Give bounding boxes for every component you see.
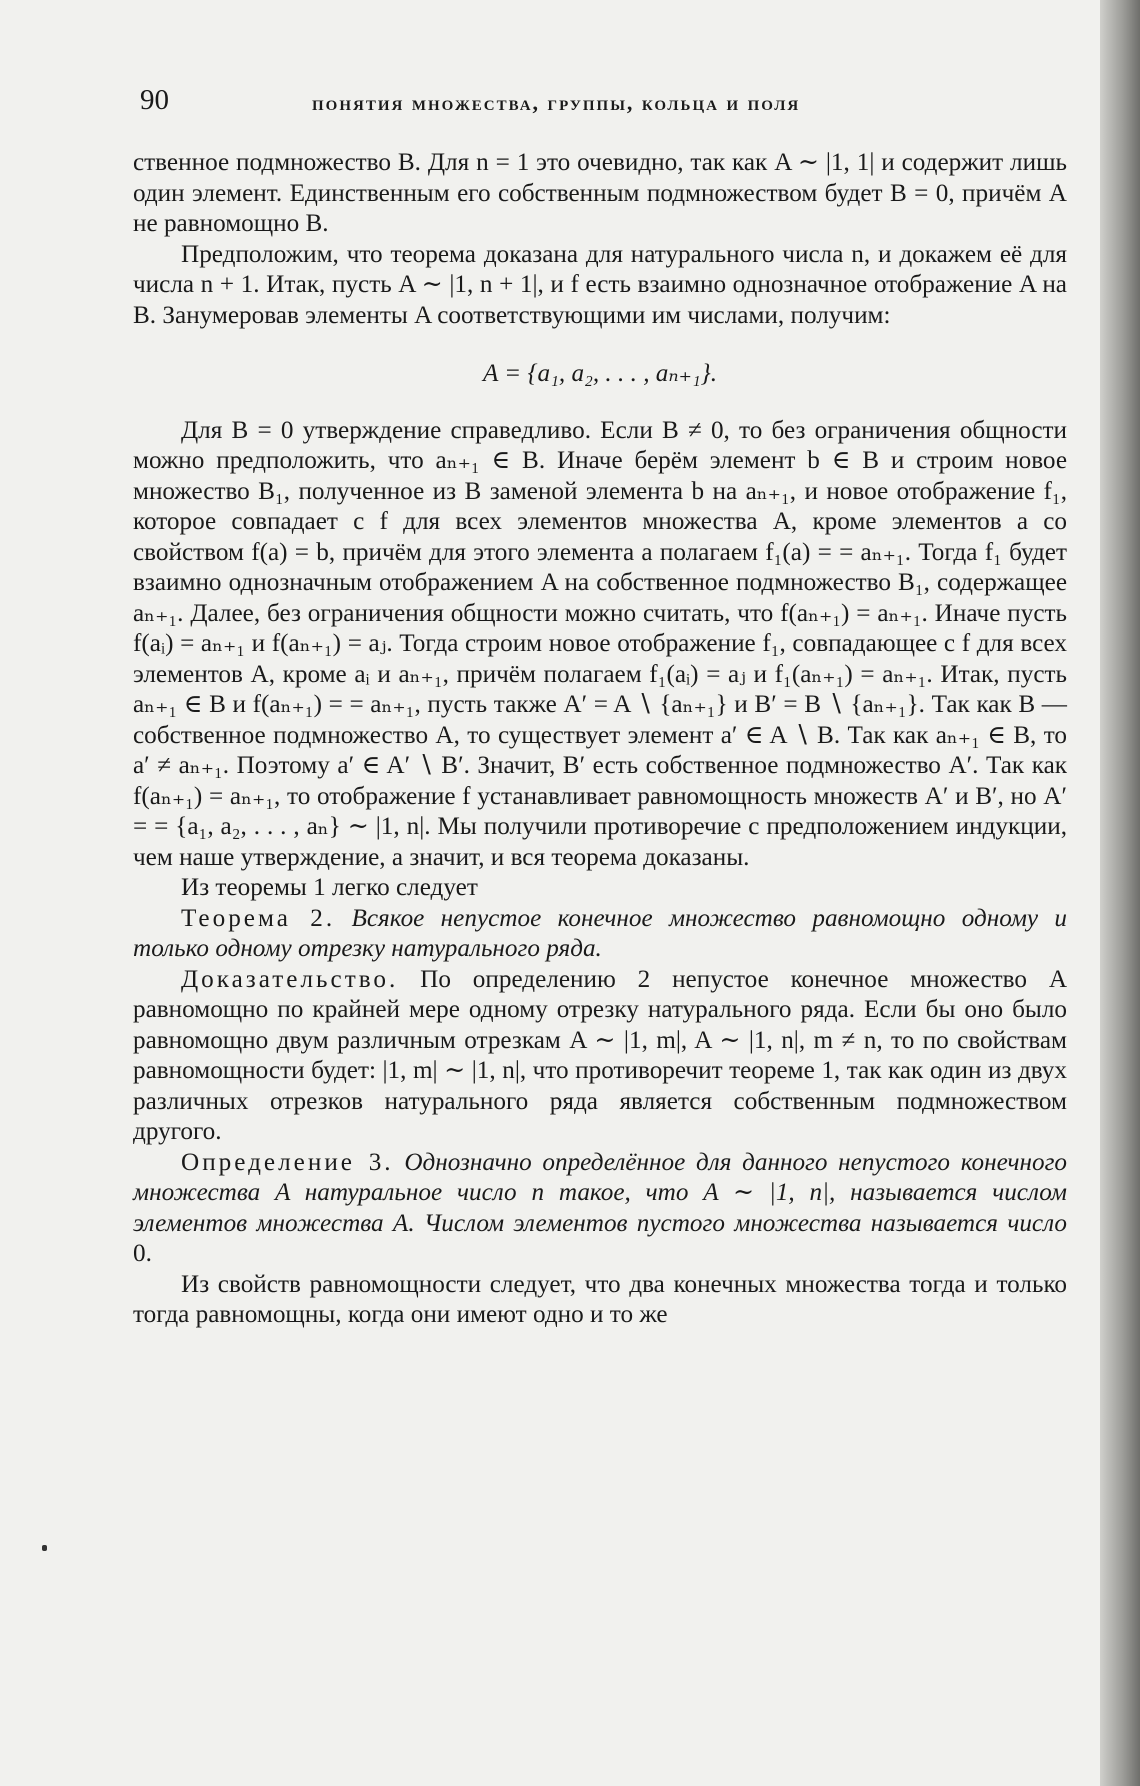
- definition-3: [133, 1148, 1067, 1270]
- formula-set-a: A = {a₁, a₂, . . . , aₙ₊₁}.: [482, 360, 718, 387]
- proof: [133, 965, 1067, 1148]
- paragraph-4: Из теоремы 1 легко следует: [181, 874, 478, 901]
- definition-3-zero: 0.: [133, 1240, 152, 1267]
- definition-3-label: Определение 3.: [181, 1148, 394, 1176]
- theorem-2: [133, 904, 1067, 965]
- running-head: понятия множества, группы, кольца и поля: [312, 90, 801, 115]
- paragraph-1: ственное подмножество B. Для n = 1 это очевидно, так как A ∼ |1, 1| и содержит лишь один элемент. Единственным его собственным подмножеством будет B = 0, причём A не равномощно B.: [133, 149, 1067, 237]
- page-header: [140, 84, 1070, 124]
- proof-text: По определению 2 непустое конечное множество A равномощно по крайней мере одному отрезку натурального ряда. Если бы оно было равномощно двум различным отрезкам A ∼ |1, m|, A ∼ |1, n|, m ≠ n, то по свойствам равномощности будет: |1, m| ∼ |1, n|, что противоречит теореме 1, так как один из двух различных отрезков натурального ряда является собственным подмножеством другого.: [133, 965, 1068, 1145]
- page-edge-shadow: [1100, 0, 1140, 1786]
- margin-speck: [42, 1545, 47, 1551]
- page-body: [133, 148, 1067, 1331]
- page-number: 90: [140, 84, 169, 116]
- paragraph-last: Из свойств равномощности следует, что два конечных множества тогда и только тогда равномощны, когда они имеют одно и то же: [133, 1270, 1067, 1328]
- definition-3-text: Однозначно определённое для данного непустого конечного множества A натуральное число n такое, что A ∼ |1, n|, называется числом элементов множества A. Числом элементов пустого множества называется число: [133, 1148, 1067, 1237]
- paragraph-3: Для B = 0 утверждение справедливо. Если B ≠ 0, то без ограничения общности можно предположить, что aₙ₊₁ ∈ B. Иначе берём элемент b ∈ B и строим новое множество B₁, полученное из B заменой элемента b на aₙ₊₁, и новое отображение f₁, которое совпадает с f для всех элементов множества A, кроме элементов a со свойством f(a) = b, причём для этого элемента a полагаем f₁(a) = = aₙ₊₁. Тогда f₁ будет взаимно однозначным отображением A на собственное подмножество B₁, содержащее aₙ₊₁. Далее, без ограничения общности можно считать, что f(aₙ₊₁) = aₙ₊₁. Иначе пусть f(aᵢ) = aₙ₊₁ и f(aₙ₊₁) = aⱼ. Тогда строим новое отображение f₁, совпадающее с f для всех элементов A, кроме aᵢ и aₙ₊₁, причём полагаем f₁(aᵢ) = aⱼ и f₁(aₙ₊₁) = aₙ₊₁. Итак, пусть aₙ₊₁ ∈ B и f(aₙ₊₁) = = aₙ₊₁, пусть также A′ = A ∖ {aₙ₊₁} и B′ = B ∖ {aₙ₊₁}. Так как B — собственное подмножество A, то существует элемент a′ ∈ A ∖ B. Так как aₙ₊₁ ∈ B, то a′ ≠ aₙ₊₁. Поэтому a′ ∈ A′ ∖ B′. Значит, B′ есть собственное подмножество A′. Так как f(aₙ₊₁) = aₙ₊₁, то отображение f устанавливает равномощность множеств A′ и B′, но A′ = = {a₁, a₂, . . . , aₙ} ∼ |1, n|. Мы получили противоречие с предположением индукции, чем наше утверждение, а значит, и вся теорема доказаны.: [133, 416, 1067, 871]
- theorem-2-label: Теорема 2.: [181, 904, 336, 932]
- paragraph-2: Предположим, что теорема доказана для натурального числа n, и докажем её для числа n + 1. Итак, пусть A ∼ |1, n + 1|, и f есть взаимно однозначное отображение A на B. Занумеровав элементы A соответствующими им числами, получим:: [133, 240, 1067, 329]
- theorem-2-statement: Всякое непустое конечное множество равномощно одному и только одному отрезку натурального ряда.: [133, 904, 1068, 962]
- proof-label: Доказательство.: [181, 965, 399, 993]
